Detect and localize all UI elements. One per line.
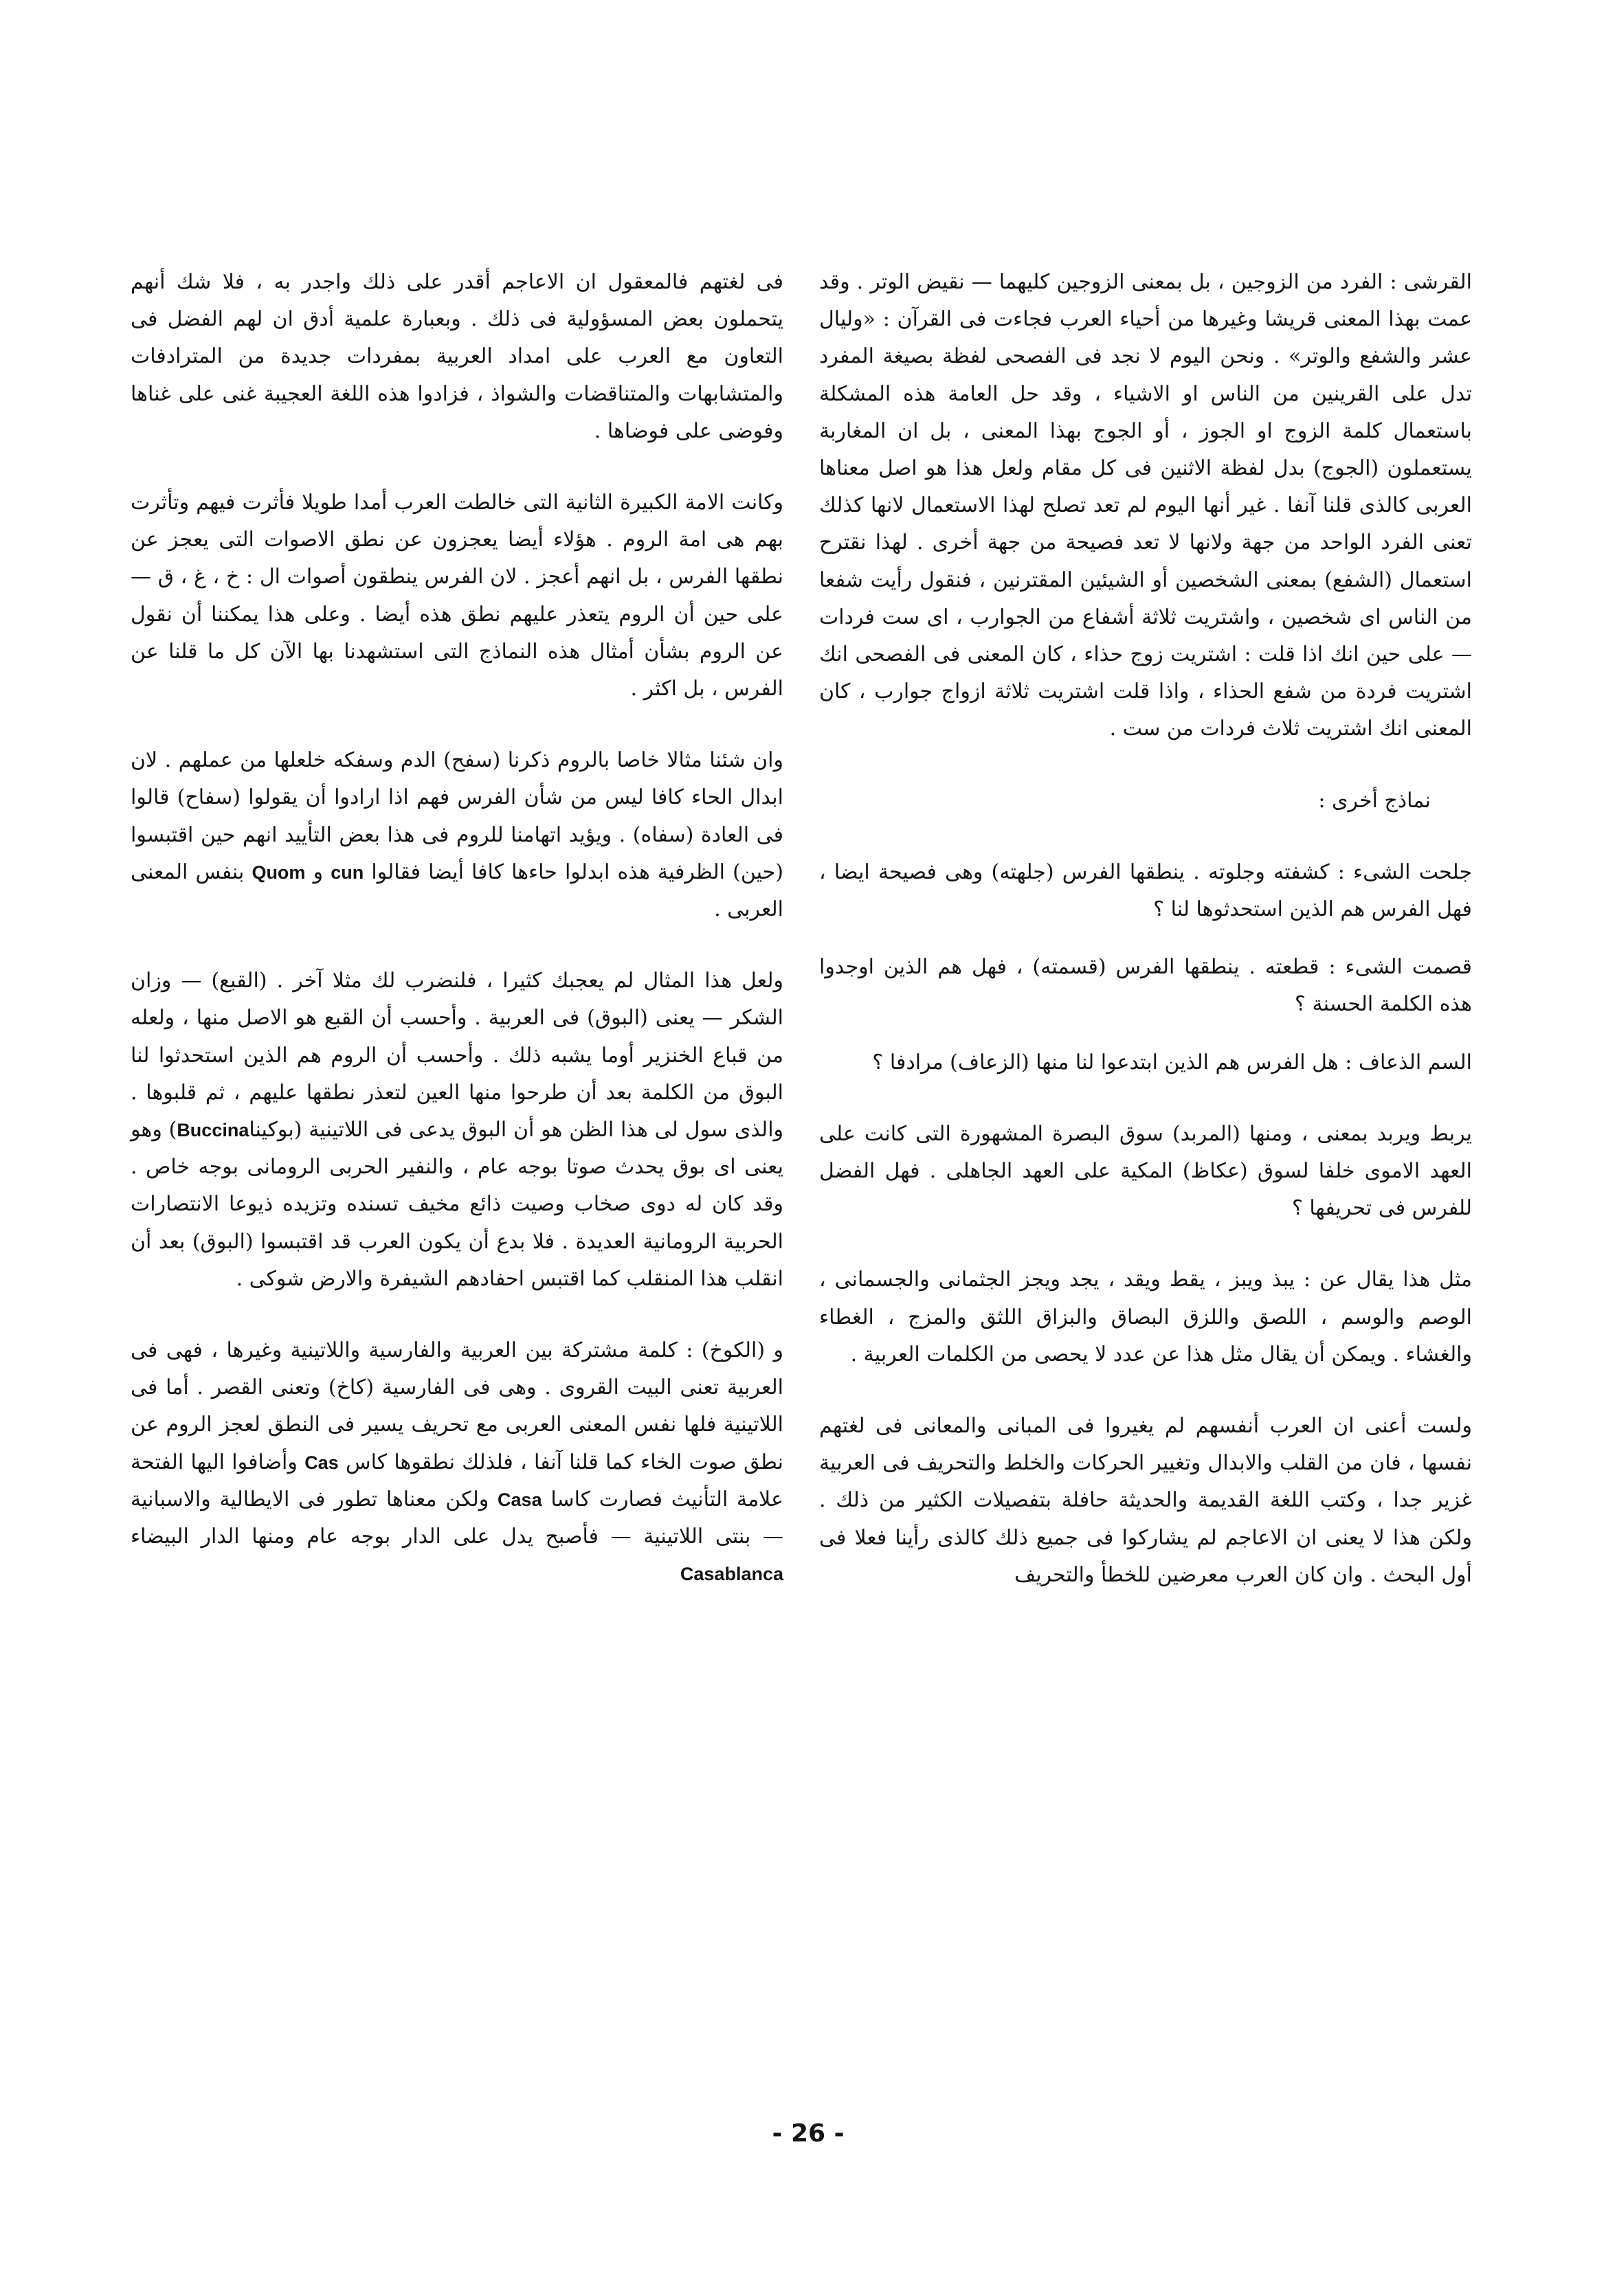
paragraph-left-3-part-c: بنفس المعنى العربى . — [131, 859, 783, 922]
paragraph-left-4 — [131, 963, 783, 1298]
paragraph-left-5-part-c: ولكن معناها تطور فى الايطالية والاسبانية — بنتى اللاتينية — فأصبح يدل على الدار بوجه عام ومنها الدار البيضاء — [131, 1487, 783, 1549]
latin-word-cas: Cas — [304, 1452, 339, 1473]
paragraph-right-5: السم الذعاف : هل الفرس هم الذين ابتدعوا لنا منها (الزعاف) مرادفا ؟ — [872, 1050, 1472, 1074]
paragraph-left-5-part-a: و (الكوخ) : كلمة مشتركة بين العربية والفارسية واللاتينية وغيرها ، فهى فى العربية تعنى البيت القروى . وهى فى الفارسية (كاخ) وتعنى القصر . أما فى اللاتينية فلها نفس المعنى العربى مع تحريف يسير فى النطق لعجز الروم عن نطق صوت الخاء كما قلنا آنفا ، فلذلك نطقوها كاس — [131, 1338, 784, 1474]
left-column — [131, 264, 783, 1628]
paragraph-right-6: يربط ويربد بمعنى ، ومنها (المربد) سوق البصرة المشهورة التى كانت على العهد الاموى خلفا لسوق (عكاظ) المكية على العهد الجاهلى . فهل الفضل للفرس فى تحريفها ؟ — [819, 1121, 1472, 1221]
latin-word-casablanca: Casablanca — [680, 1564, 783, 1585]
paragraph-left-5-part-b: وأضافوا اليها الفتحة علامة التأنيث فصارت كاسا — [131, 1450, 783, 1511]
latin-word-quom: Quom — [252, 862, 306, 883]
right-column — [819, 264, 1472, 1628]
paragraph-left-4-part-b: ) وهو يعنى اى بوق يحدث صوتا بوجه عام ، والنفير الحربى الرومانى بوجه خاص . وقد كان له دوى صخاب وصيت ذائع مخيف تسنده وتزيده ذيوعا الانتصارات الحربية الرومانية العديدة . فلا بدع أن يكون العرب قد اقتبسوا (البوق) بعد أن انقلب هذا المنقلب كما اقتبس احفادهم الشيفرة والارض شوكى . — [131, 1118, 783, 1291]
paragraph-left-5 — [131, 1332, 783, 1592]
paragraph-right-1: القرشى : الفرد من الزوجين ، بل بمعنى الزوجين كليهما — نقيض الوتر . وقد عمت بهذا المعنى قريشا وغيرها من أحياء العرب فجاءت فى القرآن : «وليال عشر والشفع والوتر» . ونحن اليوم لا نجد فى الفصحى لفظة بصيغة المفرد تدل على القرينين من الناس او الاشياء ، وقد حل العامة هذه المشكلة باستعمال كلمة الزوج او الجوز ، أو الجوج بهذا المعنى ، بل ان المغاربة يستعملون (الجوج) بدل لفظة الاثنين فى كل مقام ولعل هذا هو اصل معناها العربى كالذى قلنا آنفا . غير أنها اليوم لم تعد تصلح لهذا الاستعمال لانها كذلك تعنى الفرد الواحد من جهة ولانها لا تعد فصيحة من جهة أخرى . لهذا نقترح استعمال (الشفع) بمعنى الشخصين أو الشيئين المقترنين ، فنقول رأيت شفعا من الناس اى شخصين ، واشتريت ثلاثة أشفاع من الجوارب ، اى ست فردات — على حين انك اذا قلت : اشتريت زوج حذاء ، كان المعنى فى الفصحى انك اشتريت فردة من شفع الحذاء ، واذا قلت اشتريت ثلاثة ازواج جوارب ، كان المعنى انك اشتريت ثلاث فردات من ست . — [819, 270, 1472, 741]
paragraph-right-3: جلحت الشىء : كشفته وجلوته . ينطقها الفرس (جلهته) وهى فصيحة ايضا ، فهل الفرس هم الذين استحدثوها لنا ؟ — [819, 859, 1472, 922]
paragraph-right-4: قصمت الشىء : قطعته . ينطقها الفرس (قسمته) ، فهل هم الذين اوجدوا هذه الكلمة الحسنة ؟ — [819, 955, 1472, 1017]
paragraph-left-3 — [131, 742, 783, 928]
latin-word-casa: Casa — [498, 1489, 542, 1510]
paragraph-left-4-part-a: ولعل هذا المثال لم يعجبك كثيرا ، فلنضرب لك مثلا آخر . (القبع) — وزان الشكر — يعنى (البوق) فى العربية . وأحسب أن القبع هو الاصل منها ، ولعله من قباع الخنزير أوما يشبه ذلك . وأحسب أن الروم هم الذين استحدثوا لنا البوق من الكلمة بعد أن طرحوا منها العين لتعذر نطقها عليهم ، ثم قلبوها . والذى سول لى هذا الظن هو أن البوق يدعى فى اللاتينية (بوكينا — [131, 969, 784, 1143]
paragraph-right-7: مثل هذا يقال عن : يبذ ويبز ، يقط ويقد ، يجد ويجز الجثمانى والجسمانى ، الوصم والوسم ، اللصق واللزق البصاق والبزاق اللثق والمزج ، الغطاء والغشاء . ويمكن أن يقال مثل هذا عن عدد لا يحصى من الكلمات العربية . — [819, 1268, 1472, 1366]
latin-word-cun: cun — [331, 862, 364, 883]
paragraph-left-1: فى لغتهم فالمعقول ان الاعاجم أقدر على ذلك واجدر به ، فلا شك أنهم يتحملون بعض المسؤولية فى ذلك . وبعبارة علمية أدق ان لهم الفضل فى التعاون مع العرب على امداد العربية بمفردات جديدة من المترادفات والمتشابهات والمتناقضات والشواذ ، فزادوا هذه اللغة العجيبة غنى على غناها وفوضى على فوضاها . — [131, 270, 783, 443]
page-number: - 26 - — [772, 2119, 845, 2148]
paragraph-left-3-part-b: و — [313, 859, 324, 884]
paragraph-left-3-part-a: وان شئنا مثالا خاصا بالروم ذكرنا (سفح) الدم وسفكه خلعلها من عملهم . لان ابدال الحاء كافا ليس من شأن الفرس فهم اذا ارادوا أن يقولوا (سفاح) قالوا فى العادة (سفاه) . ويؤيد اتهامنا للروم فى هذا بعض التأييد انهم حين اقتبسوا (حين) الظرفية هذه ابدلوا حاءها كافا أيضا فقالوا — [131, 748, 783, 884]
paragraph-right-8: ولست أعنى ان العرب أنفسهم لم يغيروا فى المبانى والمعانى فى لغتهم نفسها ، فان من القلب والابدال وتغيير الحركات والخلط والتحريف فى العربية غزير جدا ، وكتب اللغة القديمة والحديثة حافلة بتفصيلات الكثير من ذلك . ولكن هذا لا يعنى ان الاعاجم لم يشاركوا فى جميع ذلك كالذى رأينا فعلا فى أول البحث . وان كان العرب معرضين للخطأ والتحريف — [819, 1414, 1472, 1587]
latin-word-buccina: Buccina — [177, 1120, 249, 1141]
section-heading-other-examples: نماذج أخرى : — [1318, 788, 1431, 813]
paragraph-left-2: وكانت الامة الكبيرة الثانية التى خالطت العرب أمدا طويلا فأثرت فيهم وتأثرت بهم هى امة الروم . هؤلاء أيضا يعجزون عن نطق الاصوات التى يعجز عن نطقها الفرس ، بل انهم أعجز . لان الفرس ينطقون أصوات ال : خ ، غ ، ق — على حين أن الروم يتعذر عليهم نطق هذه أيضا . وعلى هذا يمكننا أن نقول عن الروم بشأن أمثال هذه النماذج التى استشهدنا بها الآن كل ما قلنا عن الفرس ، بل اكثر . — [131, 491, 783, 701]
